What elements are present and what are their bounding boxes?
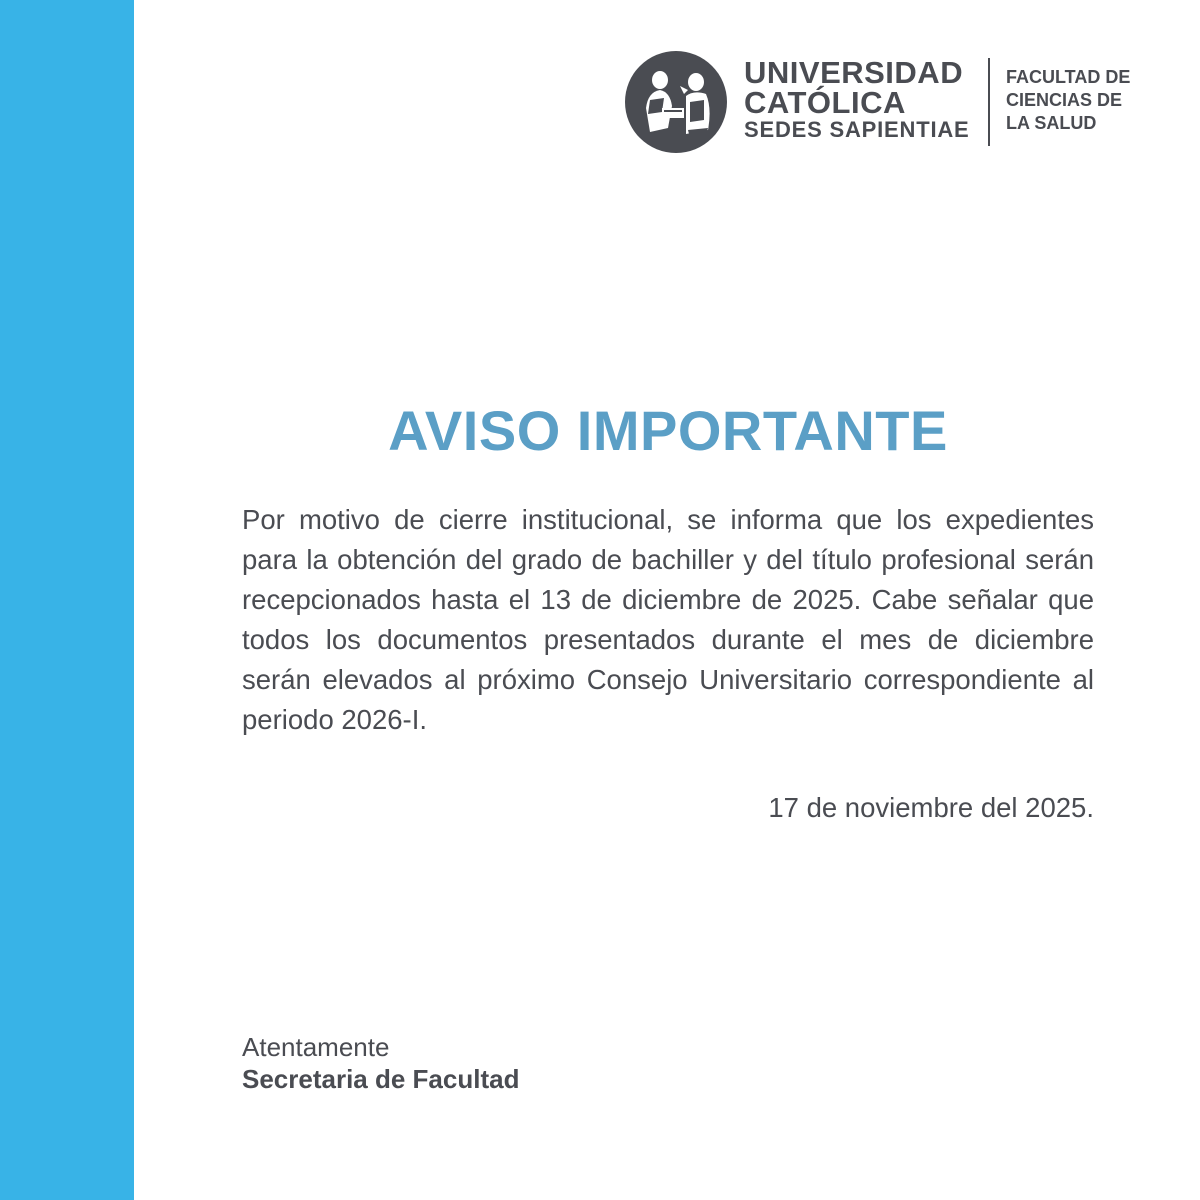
university-name — [744, 55, 970, 142]
signature-text: Secretaria de Facultad — [242, 1064, 520, 1094]
closing-text: Atentamente — [242, 1032, 390, 1062]
university-name-line3: SEDES SAPIENTIAE — [744, 117, 970, 142]
faculty-name-line3: LA SALUD — [1006, 113, 1097, 133]
faculty-name-line1: FACULTAD DE — [1006, 67, 1131, 87]
university-name-line1: UNIVERSIDAD — [744, 55, 964, 90]
university-seal-icon — [624, 50, 728, 154]
notice-title: AVISO IMPORTANTE — [388, 399, 948, 462]
faculty-name-line2: CIENCIAS DE — [1006, 90, 1123, 110]
notice-date: 17 de noviembre del 2025. — [768, 792, 1094, 823]
university-logo — [624, 48, 1144, 158]
accent-side-bar — [0, 0, 134, 1200]
faculty-name — [1006, 66, 1130, 135]
university-name-line2: CATÓLICA — [744, 85, 906, 120]
notice-body: Por motivo de cierre institucional, se informa que los expedientes para la obtención del grado de bachiller y del título profesional serán recepcionados hasta el 13 de diciembre de 2025. Cabe señalar que todos los documentos presentados durante el mes de diciembre serán elevados al próximo Consejo Universitario correspondiente al periodo 2026-I. — [242, 504, 1094, 735]
logo-divider — [988, 58, 990, 146]
